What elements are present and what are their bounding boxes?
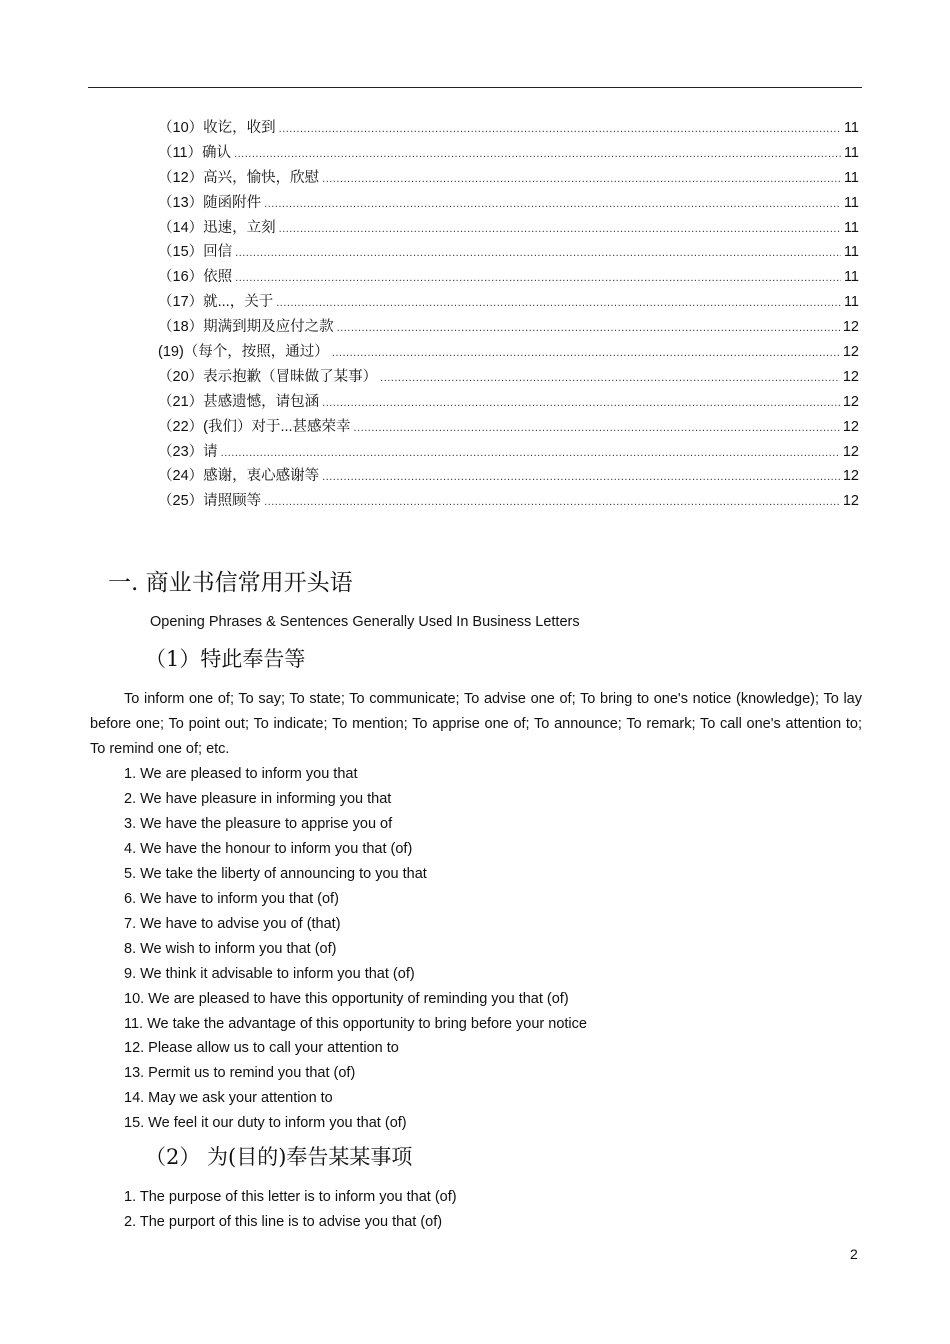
toc-leader-dots	[380, 366, 840, 391]
toc-leader-dots	[354, 416, 840, 441]
list-item: 9. We think it advisable to inform you that (of)	[124, 965, 415, 982]
toc-entry-page: 11	[843, 294, 859, 311]
list-item: 10. We are pleased to have this opportunity of reminding you that (of)	[124, 990, 569, 1007]
toc-leader-dots	[235, 266, 841, 291]
toc-leader-dots	[235, 241, 841, 266]
subsection-2-list	[124, 1185, 457, 1235]
toc-entry[interactable]	[158, 315, 859, 340]
toc-entry-label: （17）就...，关于	[158, 294, 274, 311]
page-number: 2	[850, 1246, 858, 1262]
subsection-1-list	[124, 762, 587, 1136]
toc-entry-page: 11	[843, 144, 859, 161]
list-item: 2. We have pleasure in informing you that	[124, 790, 392, 807]
toc-entry[interactable]	[158, 265, 859, 290]
toc-entry-label: （22）(我们）对于...甚感荣幸	[158, 418, 351, 435]
toc-entry-label: （11）确认	[158, 144, 232, 161]
toc-leader-dots	[322, 465, 840, 490]
list-item: 8. We wish to inform you that (of)	[124, 940, 337, 957]
table-of-contents	[158, 116, 859, 514]
list-item: 1. We are pleased to inform you that	[124, 766, 358, 782]
list-item: 2. The purport of this line is to advise you that (of)	[124, 1213, 443, 1230]
toc-entry-label: (19)（每个，按照，通过）	[158, 344, 329, 361]
section-subtitle: Opening Phrases & Sentences Generally Used In Business Letters	[150, 614, 580, 630]
list-item: 1. The purpose of this letter is to inform you that (of)	[124, 1189, 457, 1205]
toc-entry[interactable]	[158, 216, 859, 241]
toc-entry-label: （14）迅速，立刻	[158, 219, 276, 236]
toc-leader-dots	[264, 490, 840, 515]
toc-entry[interactable]	[158, 191, 859, 216]
toc-entry[interactable]	[158, 141, 859, 166]
toc-leader-dots	[322, 167, 841, 192]
toc-entry-page: 12	[842, 493, 859, 510]
toc-leader-dots	[322, 391, 840, 416]
toc-entry-page: 11	[843, 244, 859, 261]
toc-entry-label: （15）回信	[158, 244, 233, 261]
header-rule	[88, 87, 862, 88]
list-item: 7. We have to advise you of (that)	[124, 915, 341, 932]
toc-entry-label: （21）甚感遗憾，请包涵	[158, 393, 320, 410]
list-item: 12. Please allow us to call your attention to	[124, 1040, 399, 1057]
toc-entry-label: （18）期满到期及应付之款	[158, 319, 334, 336]
list-item: 14. May we ask your attention to	[124, 1090, 333, 1107]
toc-entry-page: 11	[843, 169, 859, 186]
toc-leader-dots	[276, 291, 841, 316]
toc-entry[interactable]	[158, 340, 859, 365]
toc-leader-dots	[332, 341, 840, 366]
toc-entry-page: 12	[842, 418, 859, 435]
toc-entry[interactable]	[158, 390, 859, 415]
toc-entry-label: （20）表示抱歉（冒昧做了某事）	[158, 368, 378, 385]
toc-entry[interactable]	[158, 365, 859, 390]
toc-entry[interactable]	[158, 464, 859, 489]
toc-leader-dots	[337, 316, 840, 341]
toc-entry-page: 12	[842, 393, 859, 410]
toc-leader-dots	[234, 142, 841, 167]
toc-entry[interactable]	[158, 240, 859, 265]
toc-entry-page: 12	[842, 368, 859, 385]
list-item: 13. Permit us to remind you that (of)	[124, 1065, 356, 1082]
toc-entry-label: （23）请	[158, 443, 218, 460]
toc-leader-dots	[279, 117, 841, 142]
toc-entry-label: （24）感谢，衷心感谢等	[158, 468, 320, 485]
list-item: 5. We take the liberty of announcing to you that	[124, 865, 427, 882]
toc-entry-label: （13）随函附件	[158, 194, 262, 211]
toc-entry-page: 12	[842, 319, 859, 336]
toc-entry-page: 11	[843, 269, 859, 286]
toc-entry[interactable]	[158, 116, 859, 141]
list-item: 11. We take the advantage of this opportunity to bring before your notice	[124, 1015, 587, 1032]
subsection-1-title: （1）特此奉告等	[145, 647, 306, 671]
toc-entry-page: 11	[843, 120, 859, 136]
toc-leader-dots	[264, 192, 841, 217]
list-item: 6. We have to inform you that (of)	[124, 890, 339, 907]
list-item: 4. We have the honour to inform you that (of)	[124, 840, 413, 857]
toc-entry[interactable]	[158, 290, 859, 315]
toc-entry-label: （10）收讫，收到	[158, 120, 276, 136]
subsection-2-title: （2） 为(目的)奉告某某事项	[145, 1145, 413, 1169]
toc-leader-dots	[221, 441, 840, 466]
toc-entry-page: 11	[843, 219, 859, 236]
list-item: 15. We feel it our duty to inform you that (of)	[124, 1115, 407, 1132]
toc-entry[interactable]	[158, 415, 859, 440]
toc-entry-label: （25）请照顾等	[158, 493, 262, 510]
toc-leader-dots	[279, 217, 841, 242]
toc-entry-label: （12）高兴，愉快，欣慰	[158, 169, 320, 186]
toc-entry-page: 11	[843, 194, 859, 211]
section-title: 一. 商业书信常用开头语	[108, 570, 353, 596]
toc-entry[interactable]	[158, 489, 859, 514]
toc-entry-label: （16）依照	[158, 269, 233, 286]
toc-entry-page: 12	[842, 443, 859, 460]
subsection-1-paragraph: To inform one of; To say; To state; To communicate; To advise one of; To bring to one's notice (knowledge); To lay before one; To point out; To indicate; To mention; To apprise one of; To announce; To remark; To call one's attention to; To remind one of; etc.	[90, 691, 862, 757]
toc-entry-page: 12	[842, 468, 859, 485]
list-item: 3. We have the pleasure to apprise you of	[124, 815, 393, 832]
toc-entry[interactable]	[158, 440, 859, 465]
toc-entry[interactable]	[158, 166, 859, 191]
toc-entry-page: 12	[842, 344, 859, 361]
